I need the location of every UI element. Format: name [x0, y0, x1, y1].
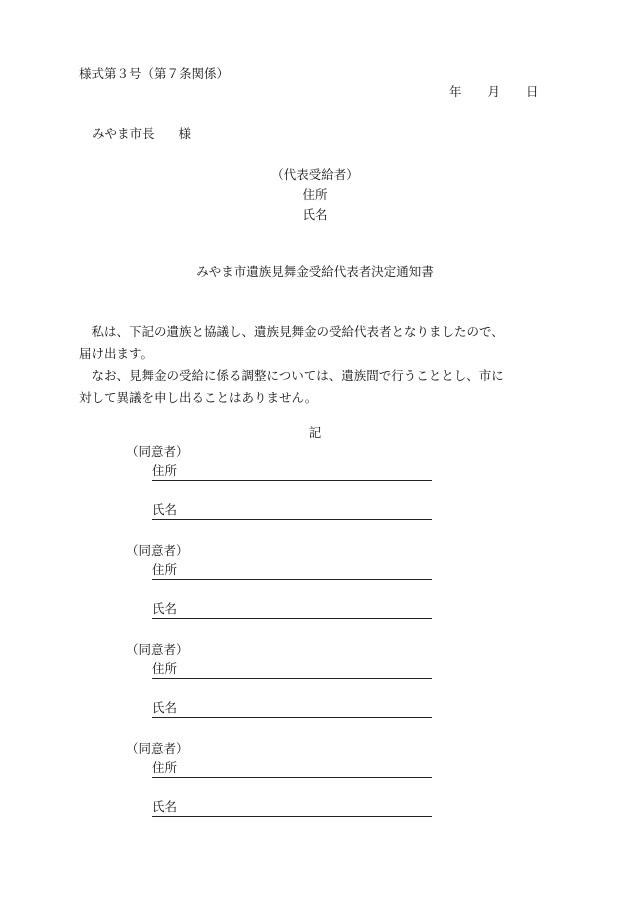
consenter-address-field[interactable]: 住所: [152, 661, 432, 679]
addressee-honorific: 様: [178, 126, 192, 141]
form-number: 様式第３号（第７条関係）: [79, 66, 230, 81]
consenter-heading: （同意者）: [126, 543, 189, 558]
addressee: [92, 126, 191, 142]
body-text: [79, 321, 559, 409]
body-line: 届け出ます。: [79, 346, 154, 361]
representative-block: [0, 165, 630, 225]
consenter-name-field[interactable]: 氏名: [152, 700, 432, 718]
consenter-address-field[interactable]: 住所: [152, 760, 432, 778]
consenter-address-field[interactable]: 住所: [152, 562, 432, 580]
consenter-heading: （同意者）: [126, 741, 189, 756]
date-month-label: 月: [487, 84, 501, 99]
representative-name-label: 氏名: [302, 207, 328, 222]
date-line: [449, 84, 539, 100]
consenter-name-field[interactable]: 氏名: [152, 502, 432, 520]
consenter-address-field[interactable]: 住所: [152, 463, 432, 481]
date-year-label: 年: [449, 84, 462, 99]
record-label: 記: [308, 425, 322, 440]
document-title: みやま市遺族見舞金受給代表者決定通知書: [196, 264, 434, 279]
body-line: 私は、下記の遺族と協議し、遺族見舞金の受給代表者となりましたので、: [79, 324, 504, 339]
body-line: 対して異議を申し出ることはありません。: [79, 390, 318, 405]
consenter-heading: （同意者）: [126, 642, 189, 657]
consenter-name-field[interactable]: 氏名: [152, 601, 432, 619]
body-line: なお、見舞金の受給に係る調整については、遺族間で行うこととし、市に: [79, 368, 504, 383]
consenter-heading: （同意者）: [126, 444, 189, 459]
representative-heading: （代表受給者）: [271, 167, 359, 182]
date-day-label: 日: [526, 84, 539, 99]
addressee-name: みやま市長: [92, 126, 155, 141]
consenter-name-field[interactable]: 氏名: [152, 799, 432, 817]
representative-address-label: 住所: [302, 187, 328, 202]
